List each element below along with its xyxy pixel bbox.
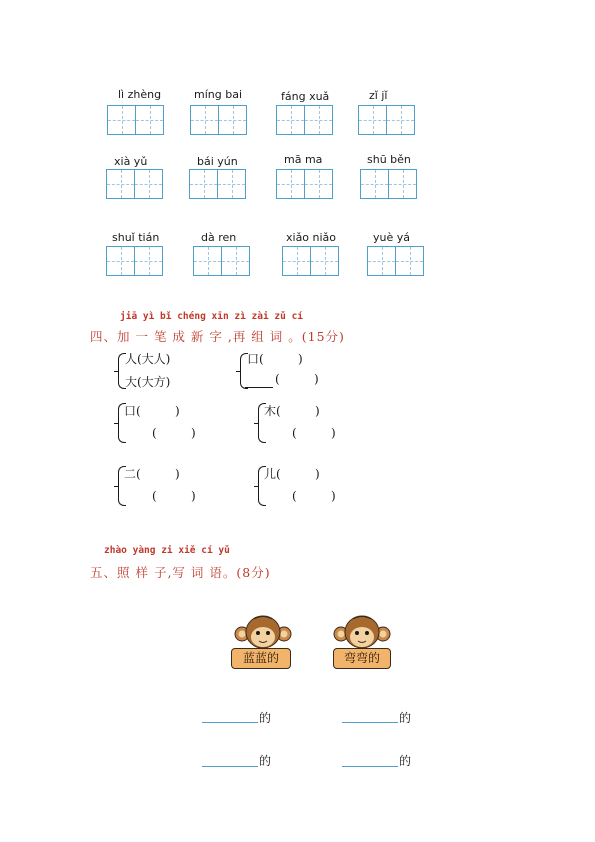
- writing-grid[interactable]: [189, 169, 246, 199]
- answer-char-blank[interactable]: [245, 387, 273, 388]
- pinyin-label: xià yǔ: [114, 155, 148, 168]
- pinyin-label: lì zhèng: [118, 88, 162, 101]
- de-suffix: 的: [259, 711, 272, 725]
- pinyin-label: shuǐ tián: [112, 231, 160, 244]
- word-blank[interactable]: [202, 766, 258, 767]
- writing-grid[interactable]: [107, 105, 164, 135]
- answer-line-1[interactable]: 口( ): [124, 404, 180, 418]
- answer-line-2[interactable]: ( ): [275, 372, 319, 386]
- pinyin-label: xiǎo niǎo: [286, 231, 337, 244]
- writing-grid[interactable]: [358, 105, 415, 135]
- pinyin-label: bái yún: [197, 155, 238, 168]
- example-word-sign: 弯弯的: [333, 648, 391, 669]
- writing-grid[interactable]: [190, 105, 247, 135]
- writing-grid[interactable]: [282, 246, 339, 276]
- writing-grid[interactable]: [193, 246, 250, 276]
- section5-pinyin: zhào yàng zi xiě cí yǔ: [104, 545, 230, 556]
- pinyin-label: mā ma: [284, 153, 323, 166]
- writing-grid[interactable]: [106, 246, 163, 276]
- answer-line-1[interactable]: 二( ): [124, 467, 180, 481]
- word-blank[interactable]: [342, 722, 398, 723]
- answer-line-2[interactable]: ( ): [152, 426, 196, 440]
- writing-grid[interactable]: [276, 169, 333, 199]
- de-suffix: 的: [399, 711, 412, 725]
- de-suffix: 的: [399, 754, 412, 768]
- section4-pinyin: jiā yì bǐ chéng xīn zì zài zǔ cí: [120, 311, 304, 322]
- word-blank[interactable]: [202, 722, 258, 723]
- pinyin-label: fáng xuǎ: [281, 90, 330, 103]
- section4-title: 四、加 一 笔 成 新 字 ,再 组 词 。(15分): [90, 329, 345, 344]
- pinyin-label: yuè yá: [373, 231, 410, 244]
- example-word-sign: 蓝蓝的: [231, 648, 291, 669]
- answer-line-2[interactable]: ( ): [152, 489, 196, 503]
- answer-line-2[interactable]: ( ): [292, 426, 336, 440]
- section5-title: 五、照 样 子,写 词 语。(8分): [90, 565, 271, 580]
- example-line-2: 大(大方): [125, 375, 171, 389]
- pinyin-label: míng bai: [194, 88, 243, 101]
- answer-line-1[interactable]: 木( ): [264, 404, 320, 418]
- writing-grid[interactable]: [106, 169, 163, 199]
- answer-line-1[interactable]: 儿( ): [264, 467, 320, 481]
- word-blank[interactable]: [342, 766, 398, 767]
- pinyin-label: shū běn: [367, 153, 411, 166]
- answer-line-2[interactable]: ( ): [292, 489, 336, 503]
- de-suffix: 的: [259, 754, 272, 768]
- example-line-1: 人(大人): [125, 352, 171, 366]
- pinyin-label: zǐ jǐ: [369, 89, 388, 102]
- writing-grid[interactable]: [360, 169, 417, 199]
- writing-grid[interactable]: [276, 105, 333, 135]
- answer-line-1[interactable]: 口( ): [247, 352, 303, 366]
- writing-grid[interactable]: [367, 246, 424, 276]
- pinyin-label: dà ren: [201, 231, 237, 244]
